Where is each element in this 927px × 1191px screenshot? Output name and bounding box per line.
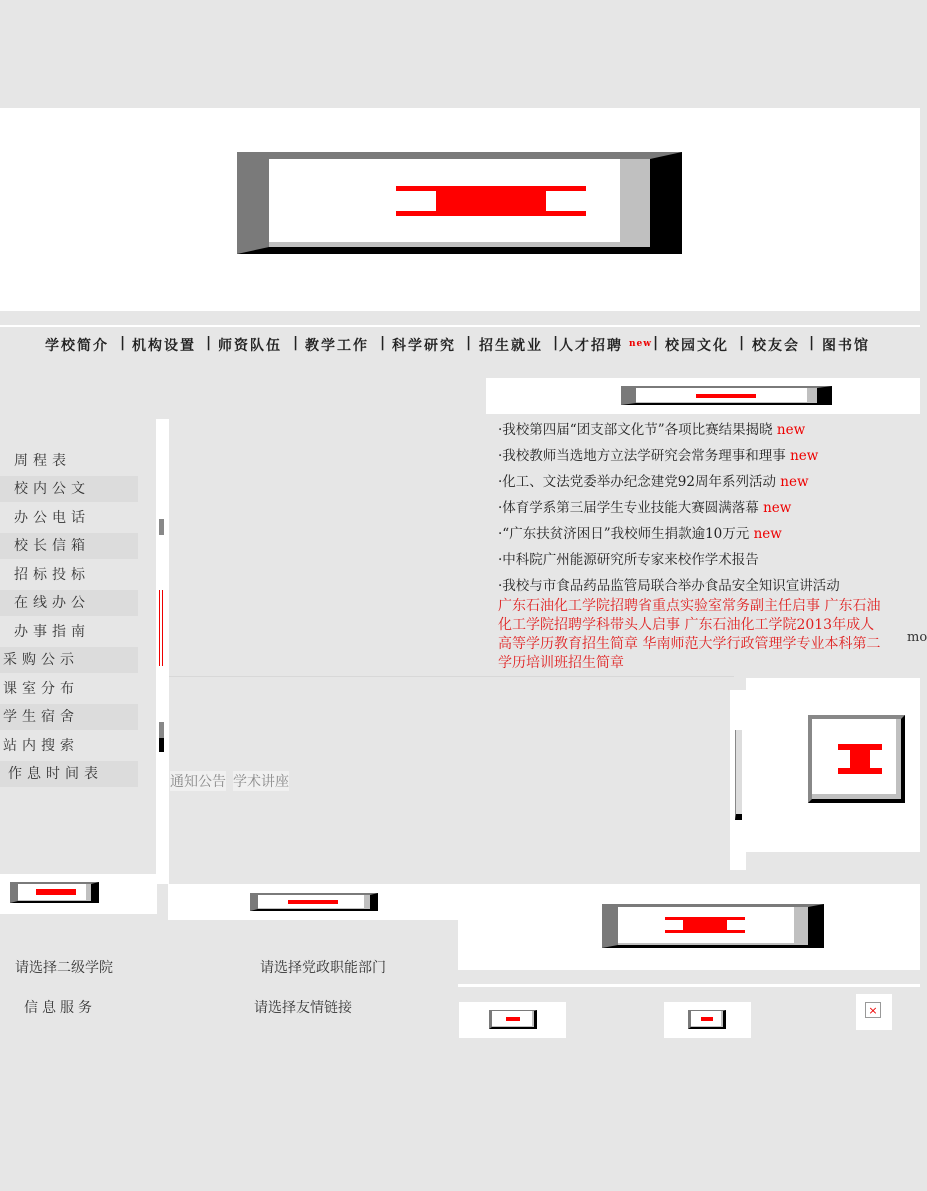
news-item[interactable]: ·“广东扶贫济困日”我校师生捐款逾10万元 new [498, 526, 782, 542]
nav-item-recruitment[interactable]: 人才招聘 [559, 338, 623, 354]
header-banner-image [237, 152, 682, 254]
bottom-small-image [688, 1010, 726, 1029]
photo-image [808, 715, 905, 803]
sidebar-item-dormitory[interactable]: 学生宿舍 [0, 704, 138, 730]
nav-item-admissions[interactable]: 招生就业 [479, 338, 543, 354]
tab-notice[interactable]: 通知公告 [170, 771, 226, 791]
news-item[interactable]: ·化工、文法党委举办纪念建党92周年系列活动 new [498, 474, 809, 490]
broken-image-icon [701, 1017, 713, 1021]
bottom-image-strip [458, 984, 920, 987]
broken-image-icon [36, 889, 76, 895]
photo-scroll-marker [735, 730, 742, 820]
nav-separator-bar: | [120, 335, 128, 351]
nav-new-badge: new [629, 339, 653, 349]
sidebar-item-schedule[interactable]: 周程表 [14, 453, 71, 469]
sidebar-item-president-mailbox[interactable]: 校长信箱 [0, 533, 138, 559]
nav-separator-bar: | [739, 335, 747, 351]
broken-image-icon [506, 1017, 520, 1021]
nav-separator-bar: | [466, 335, 474, 351]
sidebar-item-phone[interactable]: 办公电话 [14, 510, 90, 526]
sidebar-item-site-search[interactable]: 站内搜索 [3, 738, 79, 754]
department-select[interactable]: 请选择党政职能部门 [260, 960, 386, 976]
nav-item-teaching[interactable]: 教学工作 [305, 338, 369, 354]
nav-separator-bar: | [653, 335, 661, 351]
mid-banner-image [250, 893, 378, 911]
broken-close-icon[interactable]: × [865, 1002, 881, 1018]
broken-image-icon [288, 900, 338, 904]
friend-links-select[interactable]: 请选择友情链接 [254, 1000, 352, 1016]
broken-image-icon [838, 744, 882, 774]
sidebar-item-guide[interactable]: 办事指南 [14, 624, 90, 640]
broken-image-icon [696, 394, 756, 398]
broken-image-icon [396, 186, 586, 216]
sidebar-item-online-office[interactable]: 在线办公 [0, 590, 138, 616]
sidebar-banner-image [10, 882, 99, 903]
news-item[interactable]: ·我校与市食品药品监管局联合举办食品安全知识宣讲活动 [498, 578, 840, 594]
nav-separator-bar: | [809, 335, 817, 351]
nav-item-alumni[interactable]: 校友会 [752, 338, 800, 354]
news-item[interactable]: ·我校教师当选地方立法学研究会常务理事和理事 new [498, 448, 819, 464]
more-link[interactable]: mo [907, 630, 927, 645]
sidebar-divider-mark [159, 519, 164, 535]
nav-item-research[interactable]: 科学研究 [392, 338, 456, 354]
sidebar-item-tender[interactable]: 招标投标 [14, 567, 90, 583]
recruitment-marquee[interactable]: 广东石油化工学院招聘省重点实验室常务副主任启事 广东石油化工学院招聘学科带头人启事 广东石油化工学院2013年成人高等学历教育招生简章 华南师范大学行政管理学专业本科第二学历培训班招生简章 [498, 598, 881, 671]
sidebar-item-timetable[interactable]: 作息时间表 [0, 761, 138, 787]
sidebar-divider-mark [159, 722, 164, 752]
college-select[interactable]: 请选择二级学院 [15, 960, 113, 976]
photo-caption-bar [746, 852, 920, 870]
nav-separator-bar: | [293, 335, 301, 351]
news-item[interactable]: ·我校第四届“团支部文化节”各项比赛结果揭晓 new [498, 422, 806, 438]
nav-item-campus-culture[interactable]: 校园文化 [665, 338, 729, 354]
nav-item-school-intro[interactable]: 学校简介 [45, 338, 109, 354]
news-item[interactable]: ·体育学系第三届学生专业技能大赛圆满落幕 new [498, 500, 792, 516]
nav-item-faculty[interactable]: 师资队伍 [218, 338, 282, 354]
content-divider [169, 676, 734, 677]
info-service-label: 信息服务 [24, 1000, 96, 1016]
nav-separator-bar: | [553, 335, 561, 351]
tab-lecture[interactable]: 学术讲座 [233, 771, 289, 791]
nav-separator-bar: | [206, 335, 214, 351]
nav-item-organization[interactable]: 机构设置 [132, 338, 196, 354]
news-header-image [621, 386, 832, 405]
nav-separator-bar: | [380, 335, 388, 351]
sidebar-item-classrooms[interactable]: 课室分布 [3, 681, 79, 697]
right-banner-image [602, 904, 824, 948]
sidebar-divider-mark [159, 590, 163, 666]
nav-item-library[interactable]: 图书馆 [822, 338, 870, 354]
bottom-small-image [489, 1010, 537, 1029]
news-item[interactable]: ·中科院广州能源研究所专家来校作学术报告 [498, 552, 759, 568]
broken-image-icon [665, 917, 745, 933]
main-nav [0, 327, 920, 361]
sidebar-item-documents[interactable]: 校内公文 [0, 476, 138, 502]
sidebar-item-procurement[interactable]: 采购公示 [0, 647, 138, 673]
